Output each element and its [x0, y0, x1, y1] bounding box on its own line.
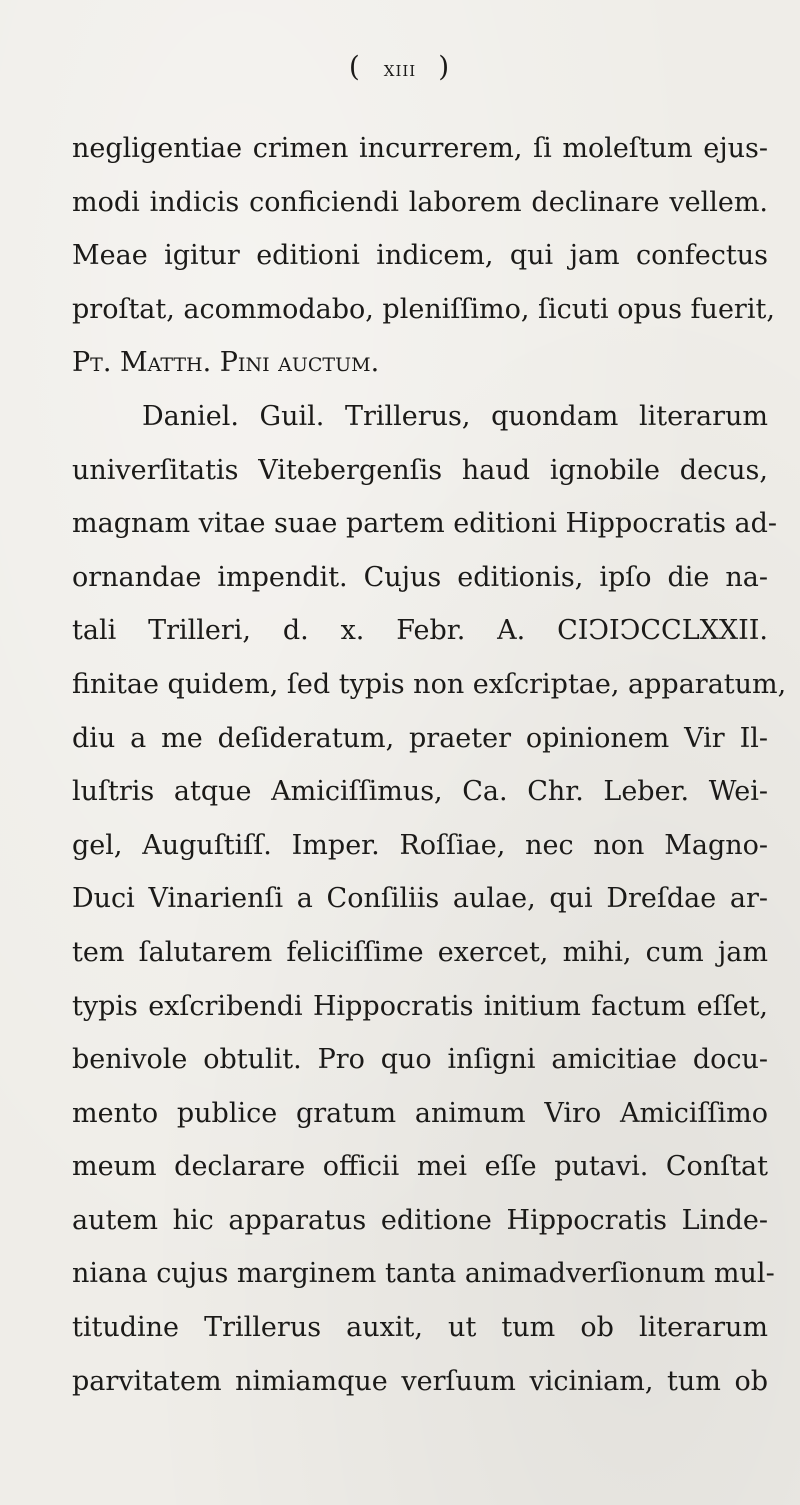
text-line: titudine Trillerus auxit, ut tum ob literarum	[72, 1312, 768, 1344]
text-line: meum declarare officii mei eſſe putavi. Conſtat	[72, 1151, 768, 1183]
text-line: Daniel. Guil. Trillerus, quondam literarum	[142, 400, 768, 432]
paren-close: )	[438, 50, 452, 83]
paren-open: (	[348, 50, 362, 83]
text-line: ornandae impendit. Cujus editionis, ipſo die na-	[72, 561, 768, 593]
text-line: tali Trilleri, d. x. Febr. A. CIↃIↃCCLXXII.	[72, 615, 768, 647]
text-line: Pt. Matth. Pini auctum.	[72, 347, 380, 379]
text-line: proſtat, acommodabo, pleniſſimo, ſicuti opus fuerit,	[72, 293, 775, 325]
page-header	[0, 50, 800, 83]
text-line: niana cujus marginem tanta animadverſionum mul-	[72, 1258, 775, 1290]
text-line: autem hic apparatus editione Hippocratis Linde-	[72, 1204, 768, 1236]
text-line: typis exſcribendi Hippocratis initium factum eſſet,	[72, 990, 768, 1022]
text-line: negligentiae crimen incurrerem, ſi moleſtum ejus-	[72, 133, 768, 164]
text-line: Meae igitur editioni indicem, qui jam confectus	[72, 240, 768, 272]
text-line: modi indicis conficiendi laborem declinare vellem.	[72, 186, 768, 218]
text-line: gel, Auguſtiſſ. Imper. Roſſiae, nec non Magno-	[72, 829, 768, 861]
text-line: Duci Vinarienſi a Conſiliis aulae, qui Dreſdae ar-	[72, 883, 768, 915]
text-line: magnam vitae suae partem editioni Hippocratis ad-	[72, 508, 778, 540]
text-line: tem ſalutarem feliciſſime exercet, mihi, cum jam	[72, 936, 768, 968]
text-line: mento publice gratum animum Viro Amiciſſimo	[72, 1097, 768, 1129]
text-line: benivole obtulit. Pro quo inſigni amicitiae docu-	[72, 1044, 768, 1076]
page-number: xiii	[383, 57, 417, 82]
body-text	[72, 122, 787, 1408]
text-line: parvitatem nimiamque verſuum viciniam, tum ob	[72, 1365, 768, 1397]
text-line: univerſitatis Vitebergenſis haud ignobile decus,	[72, 454, 768, 486]
text-line: finitae quidem, ſed typis non exſcriptae, apparatum,	[72, 668, 787, 700]
text-line: luſtris atque Amiciſſimus, Ca. Chr. Leber. Wei-	[72, 776, 768, 808]
text-line: diu a me deſideratum, praeter opinionem Vir Il-	[72, 722, 768, 754]
